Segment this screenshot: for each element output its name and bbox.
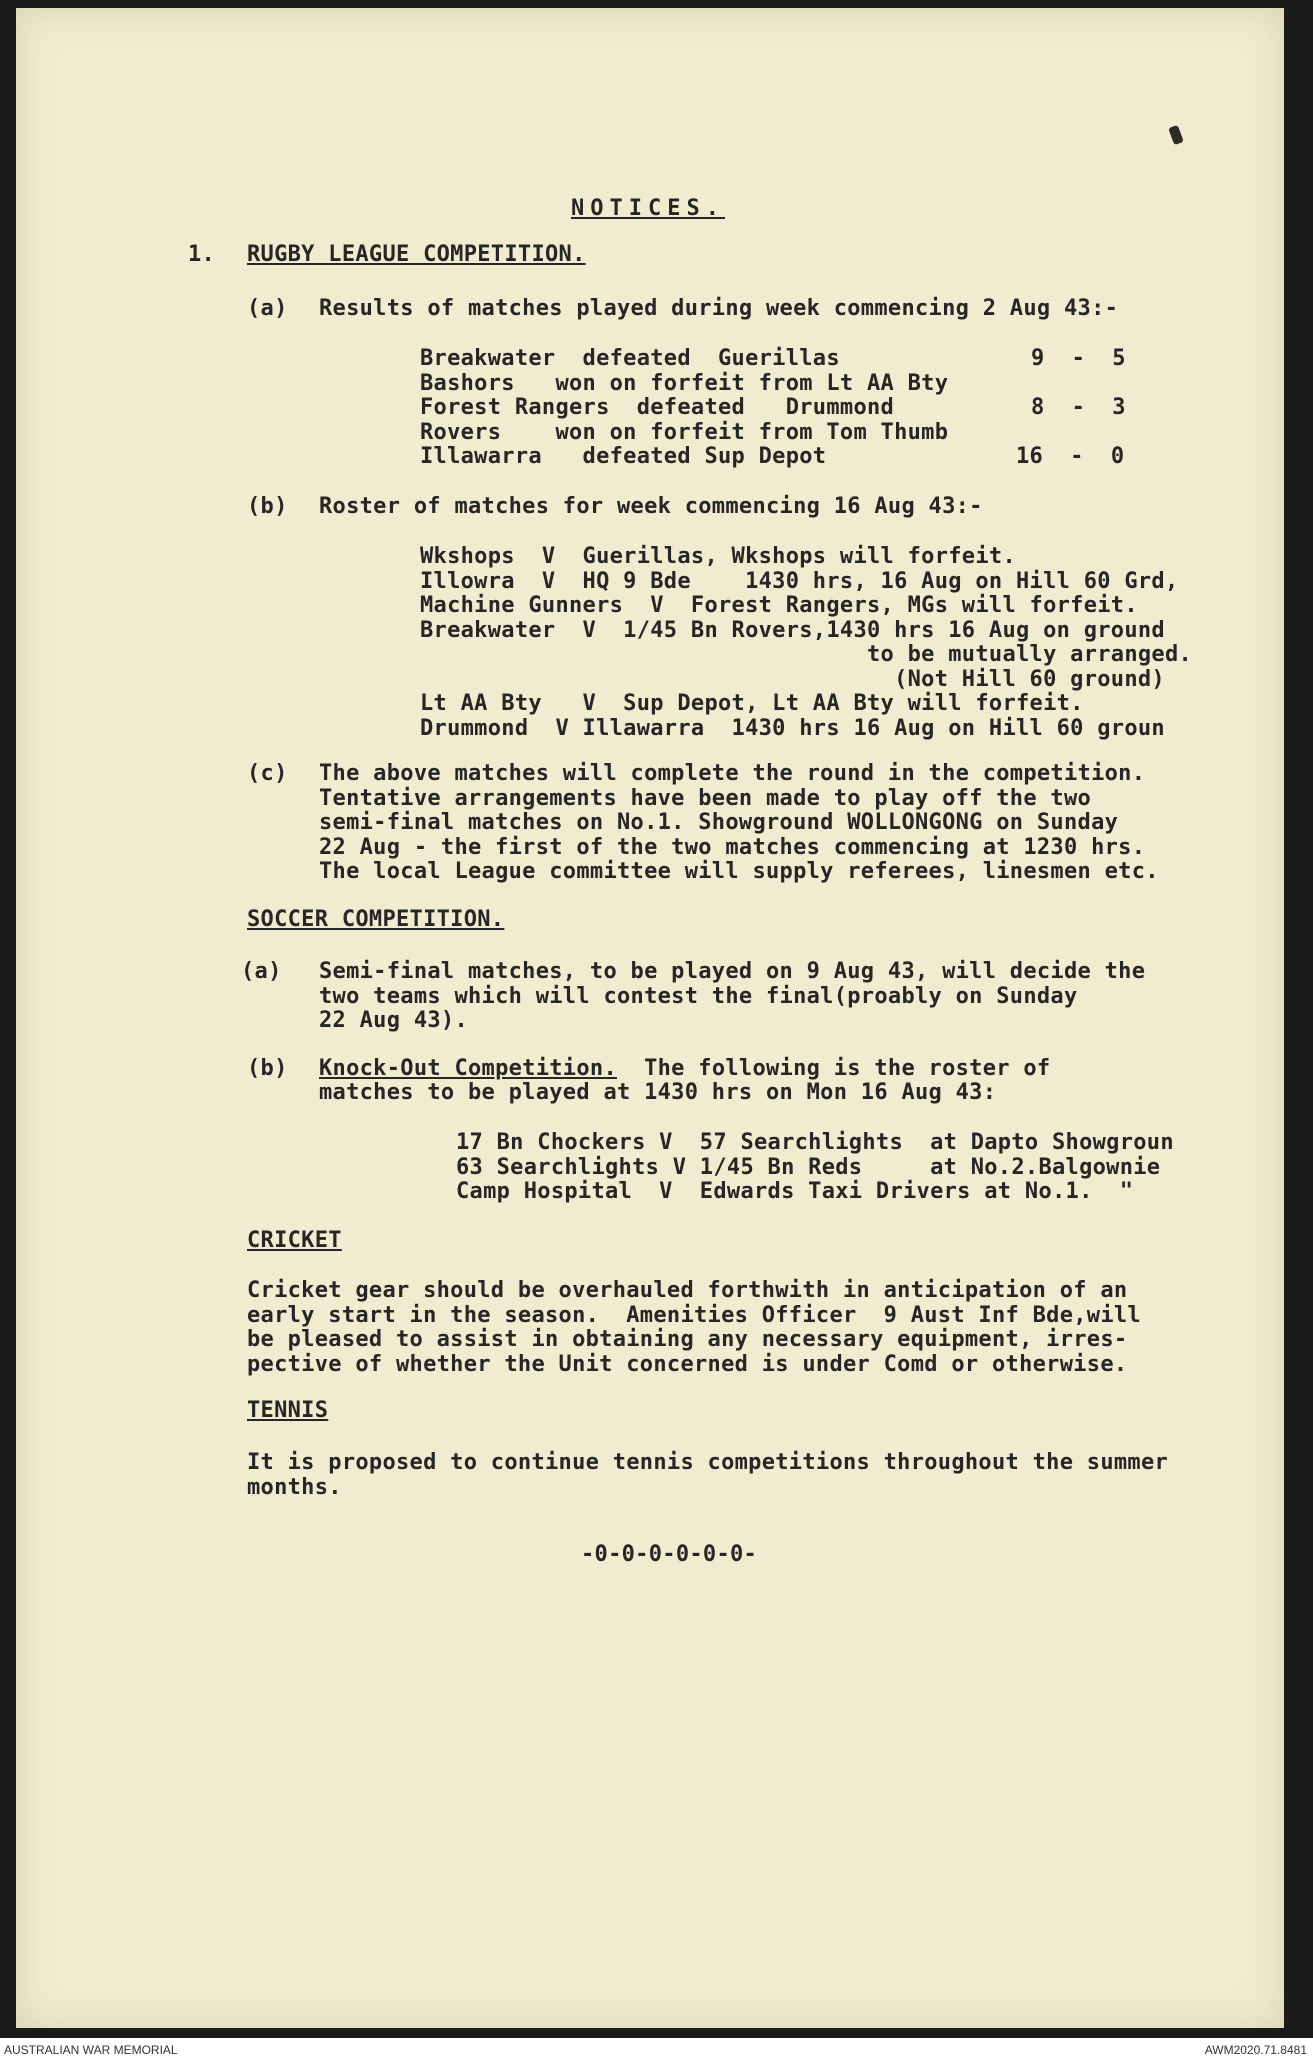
roster-line: Wkshops V Guerillas, Wkshops will forfeit. (420, 544, 1016, 569)
knockout-line: Camp Hospital V Edwards Taxi Drivers at No.1. " (456, 1179, 1134, 1204)
tennis-line: months. (247, 1474, 342, 1500)
end-mark: -0-0-0-0-0-0- (581, 1542, 758, 1567)
round-note-line: The local League committee will supply referees, linesmen etc. (319, 859, 1159, 884)
semi-final-line: Semi-final matches, to be played on 9 Aug 43, will decide the (319, 959, 1146, 984)
footer-left: AUSTRALIAN WAR MEMORIAL (4, 2043, 178, 2057)
result-line: Illawarra defeated Sup Depot (420, 444, 827, 469)
semi-final-line: two teams which will contest the final(proably on Sunday (319, 983, 1078, 1009)
item-label-b: (b) (247, 494, 288, 519)
cricket-line: Cricket gear should be overhauled forthwith in anticipation of an (247, 1278, 1128, 1303)
knockout-heading: Knock-Out Competition. (319, 1056, 617, 1081)
tennis-heading: TENNIS (247, 1398, 329, 1423)
roster-line: Lt AA Bty V Sup Depot, Lt AA Bty will forfeit. (420, 691, 1084, 716)
result-line: Rovers won on forfeit from Tom Thumb (420, 419, 949, 445)
result-line: Breakwater defeated Guerillas (420, 346, 840, 371)
knockout-line: 63 Searchlights V 1/45 Bn Reds at No.2.Balgownie (456, 1154, 1161, 1180)
soccer-heading: SOCCER COMPETITION. (247, 907, 505, 932)
cricket-line: be pleased to assist in obtaining any necessary equipment, irres- (247, 1327, 1128, 1352)
round-note-line: The above matches will complete the round in the competition. (319, 761, 1146, 786)
knockout-intro: The following is the roster of (617, 1056, 1051, 1081)
round-note-line: Tentative arrangements have been made to play off the two (319, 785, 1092, 811)
rugby-heading: RUGBY LEAGUE COMPETITION. (247, 242, 586, 267)
knockout-intro-2: matches to be played at 1430 hrs on Mon 16 Aug 43: (319, 1080, 997, 1105)
document-title: NOTICES. (571, 196, 725, 221)
document-page (16, 8, 1284, 2028)
round-note-line: 22 Aug - the first of the two matches commencing at 1230 hrs. (319, 834, 1146, 860)
item-label-c: (c) (247, 761, 288, 786)
result-score: 16 - 0 (1016, 444, 1125, 469)
result-score: 8 - 3 (1031, 395, 1126, 420)
cricket-line: early start in the season. Amenities Officer 9 Aust Inf Bde,will (247, 1302, 1141, 1328)
roster-intro: Roster of matches for week commencing 16 Aug 43:- (319, 494, 983, 519)
roster-line: to be mutually arranged. (420, 642, 1193, 667)
tennis-line: It is proposed to continue tennis competitions throughout the summer (247, 1450, 1169, 1475)
results-intro: Results of matches played during week commencing 2 Aug 43:- (319, 296, 1119, 321)
knockout-line: 17 Bn Chockers V 57 Searchlights at Dapto Showgroun (456, 1130, 1174, 1155)
semi-final-line: 22 Aug 43). (319, 1008, 468, 1033)
footer-right: AWM2020.71.8481 (1204, 2043, 1307, 2057)
result-line: Forest Rangers defeated Drummond (420, 395, 895, 420)
result-line: Bashors won on forfeit from Lt AA Bty (420, 370, 949, 396)
roster-line: Illowra V HQ 9 Bde 1430 hrs, 16 Aug on Hill 60 Grd, (420, 568, 1179, 594)
knockout-heading-line (319, 1056, 1050, 1082)
round-note-line: semi-final matches on No.1. Showground WOLLONGONG on Sunday (319, 810, 1119, 835)
roster-line: (Not Hill 60 ground) (420, 666, 1165, 692)
soccer-label-b: (b) (247, 1056, 288, 1081)
footer-bar (0, 2038, 1313, 2061)
soccer-label-a: (a) (241, 959, 282, 984)
roster-line: Breakwater V 1/45 Bn Rovers,1430 hrs 16 Aug on ground (420, 617, 1165, 643)
roster-line: Machine Gunners V Forest Rangers, MGs will forfeit. (420, 593, 1138, 618)
item-label-a: (a) (247, 296, 288, 321)
result-score: 9 - 5 (1031, 346, 1126, 371)
cricket-line: pective of whether the Unit concerned is under Comd or otherwise. (247, 1351, 1128, 1377)
roster-line: Drummond V Illawarra 1430 hrs 16 Aug on Hill 60 groun (420, 715, 1165, 741)
section-number: 1. (188, 242, 216, 267)
cricket-heading: CRICKET (247, 1228, 342, 1253)
punch-hole (1168, 125, 1184, 145)
